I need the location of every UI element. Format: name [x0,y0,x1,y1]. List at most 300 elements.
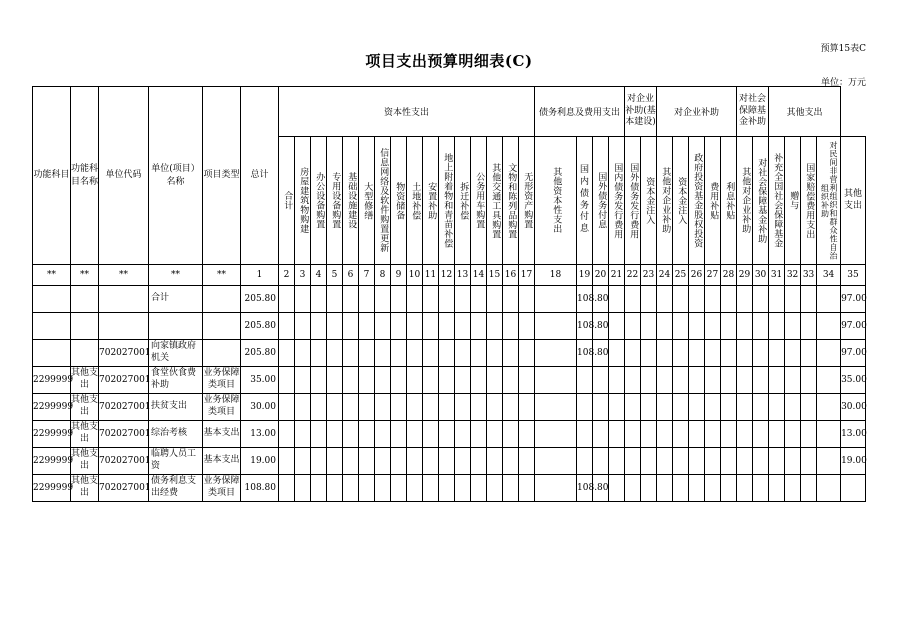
empty-cell [609,286,625,313]
empty-cell [487,421,503,448]
unit-code-cell: 702027001 [99,475,149,502]
empty-cell [753,448,769,475]
empty-cell [375,448,391,475]
other-exp-cell: 97.00 [841,340,866,367]
empty-cell [641,421,657,448]
empty-cell [327,475,343,502]
empty-cell [279,313,295,340]
index-cell: 14 [471,265,487,286]
empty-cell [503,367,519,394]
index-row [33,265,866,286]
empty-cell [487,448,503,475]
empty-cell [519,448,535,475]
total-cell: 205.80 [241,313,279,340]
empty-cell [801,286,817,313]
empty-cell [487,367,503,394]
empty-cell [641,394,657,421]
empty-cell [327,421,343,448]
proj-type-cell: 基本支出 [203,421,241,448]
empty-cell [625,367,641,394]
unit-code-cell [99,286,149,313]
empty-cell [737,367,753,394]
empty-cell [439,367,455,394]
empty-cell [625,448,641,475]
unit-code-cell: 702027001 [99,421,149,448]
empty-cell [705,394,721,421]
index-cell: 27 [705,265,721,286]
empty-cell [311,367,327,394]
index-cell: ** [149,265,203,286]
empty-cell [503,286,519,313]
index-cell: 22 [625,265,641,286]
index-cell: 30 [753,265,769,286]
empty-cell [689,367,705,394]
domestic-interest-cell: 108.80 [577,475,593,502]
empty-cell [625,475,641,502]
empty-cell [343,448,359,475]
empty-cell [503,340,519,367]
empty-cell [407,475,423,502]
col-sub-domestic-interest: 国内债务付息 [577,137,593,265]
empty-cell [391,421,407,448]
empty-cell [375,286,391,313]
empty-cell [327,394,343,421]
proj-type-cell: 业务保障类项目 [203,475,241,502]
empty-cell [705,367,721,394]
index-cell: 29 [737,265,753,286]
index-cell: ** [33,265,71,286]
proj-type-cell: 基本支出 [203,448,241,475]
func-code-cell: 2299999 [33,394,71,421]
empty-cell [407,313,423,340]
empty-cell [295,340,311,367]
empty-cell [641,340,657,367]
empty-cell [295,475,311,502]
empty-cell [721,340,737,367]
empty-cell [327,286,343,313]
unit-name-cell [149,313,203,340]
empty-cell [593,421,609,448]
empty-cell [817,286,841,313]
index-cell: 1 [241,265,279,286]
col-sub: 基础设施建设 [343,137,359,265]
index-cell: 7 [359,265,375,286]
empty-cell [737,475,753,502]
empty-cell [487,286,503,313]
func-name-cell: 其他支出 [71,394,99,421]
empty-cell [519,340,535,367]
empty-cell [391,340,407,367]
total-cell: 35.00 [241,367,279,394]
index-cell: 4 [311,265,327,286]
unit-code-cell: 702027001 [99,340,149,367]
empty-cell [471,421,487,448]
col-sub: 安置补助 [423,137,439,265]
empty-cell [817,475,841,502]
empty-cell [705,286,721,313]
empty-cell [503,394,519,421]
index-cell: 17 [519,265,535,286]
empty-cell [737,394,753,421]
empty-cell [817,367,841,394]
empty-cell [487,340,503,367]
empty-cell [471,367,487,394]
empty-cell [769,394,785,421]
empty-cell [455,448,471,475]
header-row-groups [33,87,866,137]
unit-code-cell: 702027001 [99,448,149,475]
empty-cell [311,313,327,340]
empty-cell [487,394,503,421]
empty-cell [439,475,455,502]
empty-cell [311,286,327,313]
table-row [33,448,866,475]
index-cell: 10 [407,265,423,286]
index-cell: 35 [841,265,866,286]
empty-cell [705,475,721,502]
empty-cell [721,475,737,502]
empty-cell [817,340,841,367]
empty-cell [689,475,705,502]
domestic-interest-cell: 108.80 [577,340,593,367]
total-cell: 30.00 [241,394,279,421]
total-cell: 205.80 [241,286,279,313]
col-sub: 信息网络及软件购置更新 [375,137,391,265]
empty-cell [801,340,817,367]
empty-cell [375,394,391,421]
index-cell: 15 [487,265,503,286]
empty-cell [359,421,375,448]
empty-cell [535,340,577,367]
empty-cell [311,340,327,367]
empty-cell [673,286,689,313]
col-sub: 物资储备 [391,137,407,265]
col-sub: 补充全国社会保障基金 [769,137,785,265]
empty-cell [689,394,705,421]
proj-type-cell: 业务保障类项目 [203,394,241,421]
empty-cell [673,313,689,340]
unit-name-cell: 综治考核 [149,421,203,448]
col-total: 总计 [241,87,279,265]
col-sub: 国外债务付息 [593,137,609,265]
empty-cell [343,340,359,367]
empty-cell [721,313,737,340]
empty-cell [439,340,455,367]
index-cell: 9 [391,265,407,286]
other-exp-cell: 97.00 [841,313,866,340]
empty-cell [519,313,535,340]
empty-cell [279,448,295,475]
index-cell: 33 [801,265,817,286]
empty-cell [279,367,295,394]
form-id: 预算15表C [820,44,866,54]
empty-cell [657,367,673,394]
empty-cell [487,313,503,340]
empty-cell [439,394,455,421]
empty-cell [785,367,801,394]
empty-cell [785,340,801,367]
empty-cell [455,394,471,421]
empty-cell [327,367,343,394]
domestic-interest-cell [577,448,593,475]
empty-cell [673,340,689,367]
table-row [33,286,866,313]
empty-cell [673,448,689,475]
empty-cell [657,448,673,475]
col-sub: 国内债务发行费用 [609,137,625,265]
empty-cell [279,475,295,502]
empty-cell [407,340,423,367]
empty-cell [311,394,327,421]
empty-cell [423,421,439,448]
unit-name-cell: 债务利息支出经费 [149,475,203,502]
col-sub: 土地补偿 [407,137,423,265]
empty-cell [801,421,817,448]
proj-type-cell [203,340,241,367]
group-capital: 资本性支出 [279,87,535,137]
other-exp-cell: 13.00 [841,421,866,448]
func-code-cell [33,313,71,340]
empty-cell [689,448,705,475]
index-cell: 21 [609,265,625,286]
other-exp-cell [841,475,866,502]
proj-type-cell [203,313,241,340]
empty-cell [785,286,801,313]
empty-cell [519,367,535,394]
index-cell: 18 [535,265,577,286]
empty-cell [423,448,439,475]
col-sub: 其他对企业补助 [737,137,753,265]
empty-cell [801,475,817,502]
index-cell: 24 [657,265,673,286]
other-exp-cell: 97.00 [841,286,866,313]
empty-cell [343,286,359,313]
col-sub: 合计 [279,137,295,265]
empty-cell [343,313,359,340]
empty-cell [295,421,311,448]
empty-cell [721,367,737,394]
empty-cell [721,394,737,421]
empty-cell [439,448,455,475]
empty-cell [609,421,625,448]
empty-cell [657,313,673,340]
table-row [33,394,866,421]
empty-cell [673,475,689,502]
func-code-cell: 2299999 [33,421,71,448]
other-exp-cell: 35.00 [841,367,866,394]
empty-cell [519,394,535,421]
index-cell: ** [203,265,241,286]
empty-cell [801,367,817,394]
empty-cell [657,421,673,448]
empty-cell [593,367,609,394]
empty-cell [375,421,391,448]
table-row [33,421,866,448]
proj-type-cell: 业务保障类项目 [203,367,241,394]
empty-cell [279,394,295,421]
empty-cell [769,313,785,340]
empty-cell [519,421,535,448]
empty-cell [391,394,407,421]
col-unit-code: 单位代码 [99,87,149,265]
empty-cell [391,367,407,394]
col-sub: 对民间非营利组织和群众性自治组织补助 [817,137,841,265]
empty-cell [375,340,391,367]
col-sub: 其他交通工具购置 [487,137,503,265]
col-sub: 国家赔偿费用支出 [801,137,817,265]
empty-cell [391,286,407,313]
other-exp-cell: 30.00 [841,394,866,421]
empty-cell [279,286,295,313]
empty-cell [343,475,359,502]
index-cell: 23 [641,265,657,286]
empty-cell [359,448,375,475]
empty-cell [753,421,769,448]
total-cell: 13.00 [241,421,279,448]
empty-cell [817,421,841,448]
empty-cell [295,367,311,394]
empty-cell [609,448,625,475]
col-sub: 其他资本性支出 [535,137,577,265]
col-sub: 利息补贴 [721,137,737,265]
index-cell: 2 [279,265,295,286]
empty-cell [673,394,689,421]
empty-cell [705,340,721,367]
domestic-interest-cell: 108.80 [577,286,593,313]
table-row [33,367,866,394]
empty-cell [641,313,657,340]
empty-cell [535,313,577,340]
empty-cell [817,394,841,421]
empty-cell [535,475,577,502]
index-cell: 20 [593,265,609,286]
col-sub: 政府投资基金股权投资 [689,137,705,265]
empty-cell [519,475,535,502]
empty-cell [609,367,625,394]
empty-cell [737,448,753,475]
empty-cell [391,475,407,502]
empty-cell [407,394,423,421]
empty-cell [535,286,577,313]
empty-cell [689,421,705,448]
empty-cell [279,421,295,448]
index-cell: 11 [423,265,439,286]
empty-cell [817,448,841,475]
index-cell: 5 [327,265,343,286]
domestic-interest-cell [577,394,593,421]
col-sub: 地上附着物和青苗补偿 [439,137,455,265]
index-cell: 16 [503,265,519,286]
other-exp-cell: 19.00 [841,448,866,475]
func-code-cell: 2299999 [33,367,71,394]
index-cell: 13 [455,265,471,286]
col-sub: 其他支出 [841,137,866,265]
empty-cell [753,340,769,367]
empty-cell [657,475,673,502]
empty-cell [359,340,375,367]
empty-cell [455,367,471,394]
index-cell: ** [99,265,149,286]
empty-cell [295,448,311,475]
empty-cell [625,394,641,421]
empty-cell [503,475,519,502]
empty-cell [455,421,471,448]
empty-cell [295,313,311,340]
group-ent-subsidy: 对企业补助 [657,87,737,137]
total-cell: 108.80 [241,475,279,502]
empty-cell [753,394,769,421]
empty-cell [737,340,753,367]
empty-cell [535,421,577,448]
empty-cell [769,421,785,448]
empty-cell [439,313,455,340]
table-row [33,475,866,502]
col-sub: 房屋建筑物购建 [295,137,311,265]
empty-cell [503,448,519,475]
func-code-cell [33,340,71,367]
empty-cell [609,313,625,340]
index-cell: 12 [439,265,455,286]
empty-cell [503,421,519,448]
empty-cell [423,340,439,367]
empty-cell [487,475,503,502]
empty-cell [593,448,609,475]
table-row [33,313,866,340]
empty-cell [625,340,641,367]
empty-cell [609,475,625,502]
index-cell: 31 [769,265,785,286]
col-sub: 无形资产购置 [519,137,535,265]
func-code-cell: 2299999 [33,475,71,502]
func-name-cell: 其他支出 [71,367,99,394]
empty-cell [343,394,359,421]
unit-name-cell: 食堂伙食费补助 [149,367,203,394]
empty-cell [471,394,487,421]
empty-cell [439,286,455,313]
empty-cell [359,313,375,340]
empty-cell [769,475,785,502]
func-name-cell: 其他支出 [71,421,99,448]
empty-cell [375,313,391,340]
empty-cell [705,313,721,340]
empty-cell [769,340,785,367]
empty-cell [327,448,343,475]
empty-cell [327,313,343,340]
empty-cell [801,313,817,340]
index-cell: 28 [721,265,737,286]
empty-cell [343,367,359,394]
empty-cell [471,313,487,340]
empty-cell [641,448,657,475]
empty-cell [439,421,455,448]
empty-cell [593,394,609,421]
index-cell: 3 [295,265,311,286]
domestic-interest-cell [577,367,593,394]
empty-cell [801,448,817,475]
empty-cell [471,448,487,475]
empty-cell [359,394,375,421]
func-code-cell: 2299999 [33,448,71,475]
index-cell: 6 [343,265,359,286]
empty-cell [295,394,311,421]
empty-cell [343,421,359,448]
empty-cell [785,421,801,448]
empty-cell [359,286,375,313]
group-debt: 债务利息及费用支出 [535,87,625,137]
empty-cell [359,475,375,502]
domestic-interest-cell [577,421,593,448]
empty-cell [673,367,689,394]
